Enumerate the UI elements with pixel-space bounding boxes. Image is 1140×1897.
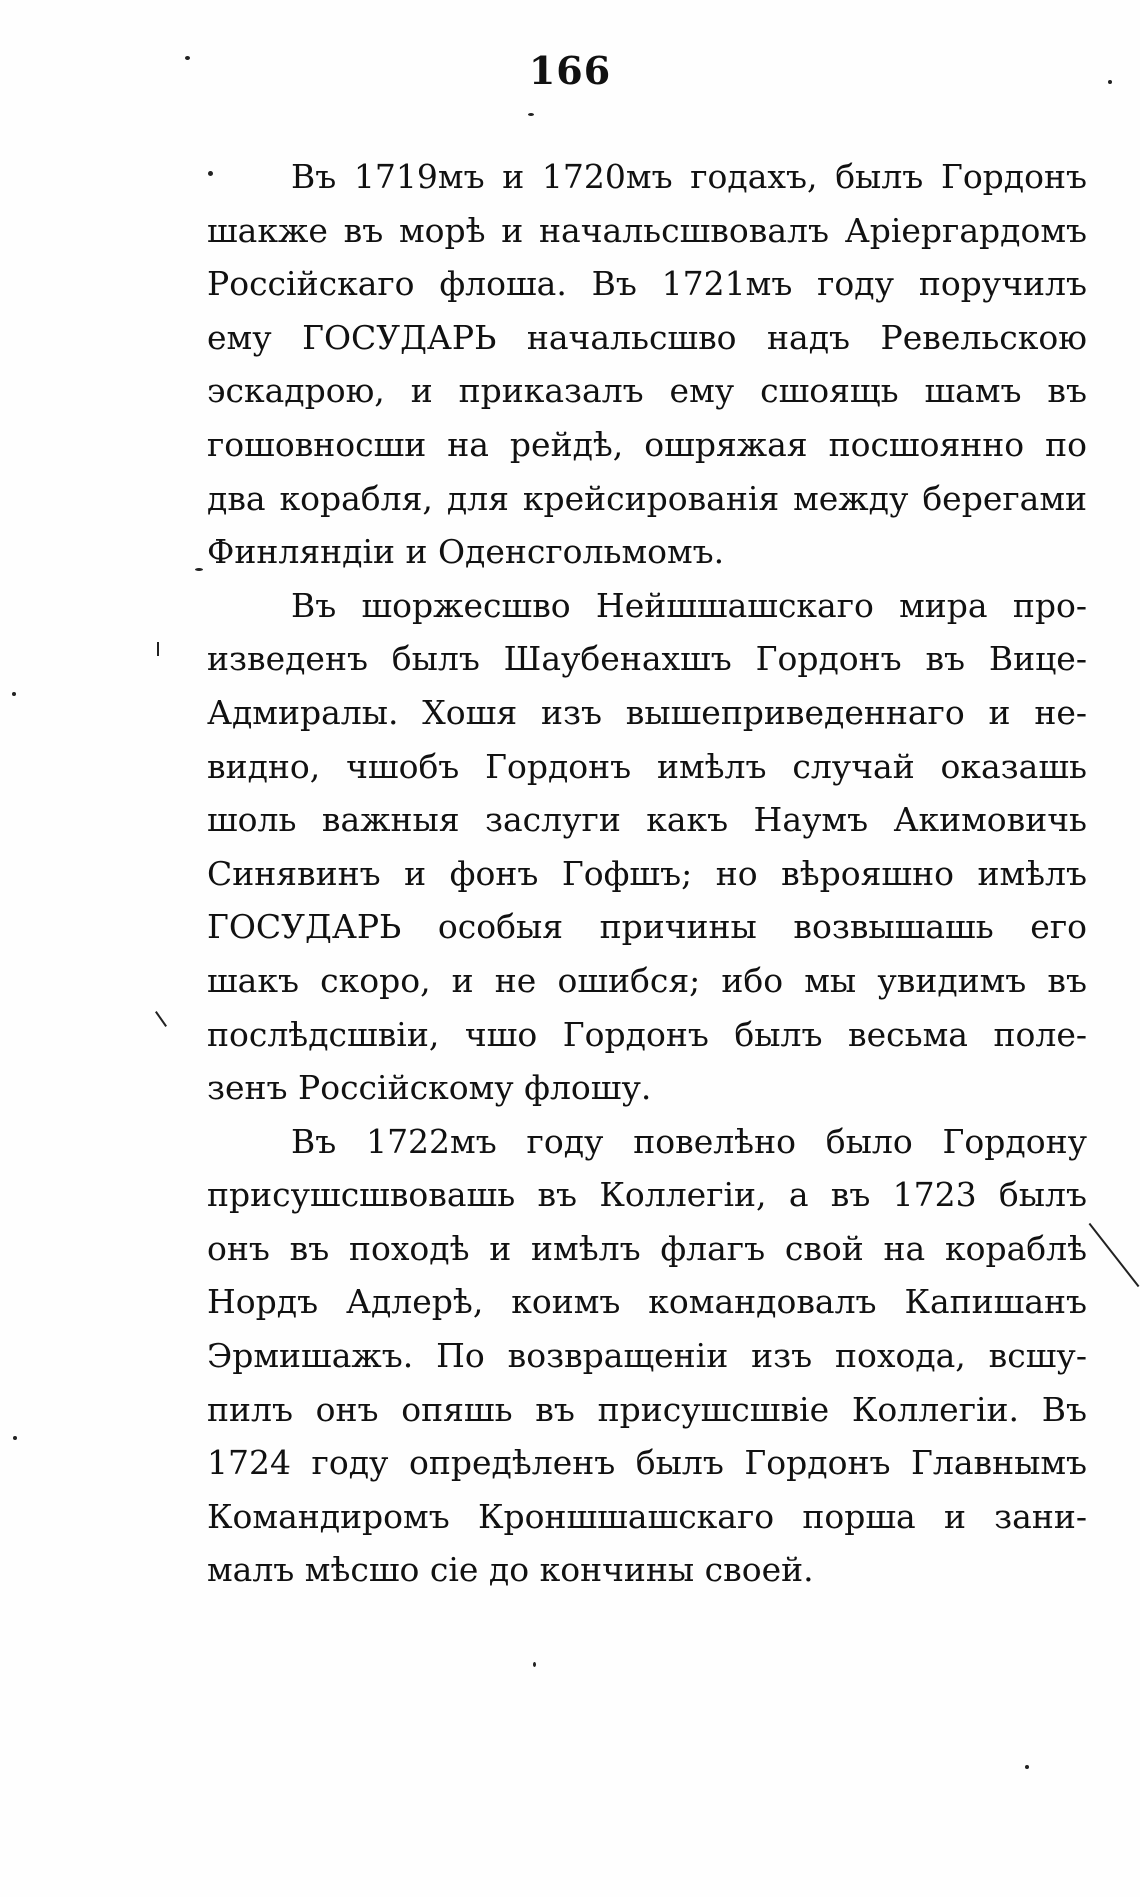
text-line: Адмиралы. Хошя изъ вышеприведеннаго и не- xyxy=(207,692,1087,732)
paragraph-1 xyxy=(207,150,1087,579)
scan-mark xyxy=(1089,1223,1140,1287)
text-line: послѣдсшвіи, чшо Гордонъ былъ весьма поле- xyxy=(207,1014,1087,1054)
paragraph-2 xyxy=(207,579,1087,1115)
text-line: Нордъ Адлерѣ, коимъ командовалъ Капишанъ xyxy=(207,1282,1087,1322)
text-line: шакъ скоро, и не ошибся; ибо мы увидимъ въ xyxy=(207,960,1087,1000)
scan-mark xyxy=(155,1011,167,1027)
text-line: Финляндіи и Оденсгольмомъ. xyxy=(207,532,725,572)
paragraph-3 xyxy=(207,1115,1087,1597)
text-line: Въ 1722мъ году повелѣно было Гордону xyxy=(291,1121,1087,1161)
body-text xyxy=(207,150,1087,1597)
text-line: видно, чшобъ Гордонъ имѣлъ случай оказашь xyxy=(207,746,1087,786)
text-line: изведенъ былъ Шаубенахшъ Гордонъ въ Вице- xyxy=(207,639,1087,679)
text-line: Эрмишажъ. По возвращеніи изъ похода, всшу- xyxy=(207,1336,1087,1376)
text-line: 1724 году опредѣленъ былъ Гордонъ Главнымъ xyxy=(207,1443,1087,1483)
scan-mark xyxy=(157,642,159,656)
text-line: присушсшвовашь въ Коллегіи, а въ 1723 былъ xyxy=(207,1175,1087,1215)
scan-speck xyxy=(528,113,534,116)
text-line: шоль важныя заслуги какъ Наумъ Акимовичь xyxy=(207,800,1087,840)
scan-speck xyxy=(185,56,190,60)
text-line: Въ 1719мъ и 1720мъ годахъ, былъ Гордонъ xyxy=(291,157,1087,196)
scan-speck xyxy=(13,1436,17,1440)
text-line: шакже въ морѣ и начальсшвовалъ Аріергардомъ xyxy=(207,210,1087,250)
page-number: 166 xyxy=(528,48,612,93)
text-line: малъ мѣсшо сіе до кончины своей. xyxy=(207,1550,814,1590)
scan-speck xyxy=(12,692,16,696)
scan-speck xyxy=(1025,1765,1029,1769)
text-line: Россійскаго флоша. Въ 1721мъ году поручилъ xyxy=(207,264,1087,304)
text-line: два корабля, для крейсированія между берегами xyxy=(207,478,1087,518)
text-line: ГОСУДАРЬ особыя причины возвышашь его xyxy=(207,907,1087,947)
scan-speck xyxy=(208,171,213,176)
text-line: онъ въ походѣ и имѣлъ флагъ свой на кораблѣ xyxy=(207,1228,1087,1268)
text-line: Синявинъ и фонъ Гофшъ; но вѣрояшно имѣлъ xyxy=(207,853,1087,893)
text-line: эскадрою, и приказалъ ему сшоящь шамъ въ xyxy=(207,371,1087,411)
scan-speck xyxy=(1108,80,1112,84)
text-line: Въ шоржесшво Нейшшашскаго мира про- xyxy=(291,585,1087,625)
scan-speck xyxy=(195,568,203,571)
text-line: ему ГОСУДАРЬ начальсшво надъ Ревельскою xyxy=(207,317,1087,357)
text-line: Командиромъ Кроншшашскаго порша и зани- xyxy=(207,1496,1087,1536)
scan-speck xyxy=(533,1662,536,1667)
text-line: зенъ Россійскому флошу. xyxy=(207,1068,652,1108)
text-line: пилъ онъ опяшь въ присушсшвіе Коллегіи. Въ xyxy=(207,1389,1087,1429)
text-line: гошовносши на рейдѣ, ошряжая посшоянно по xyxy=(207,424,1087,464)
